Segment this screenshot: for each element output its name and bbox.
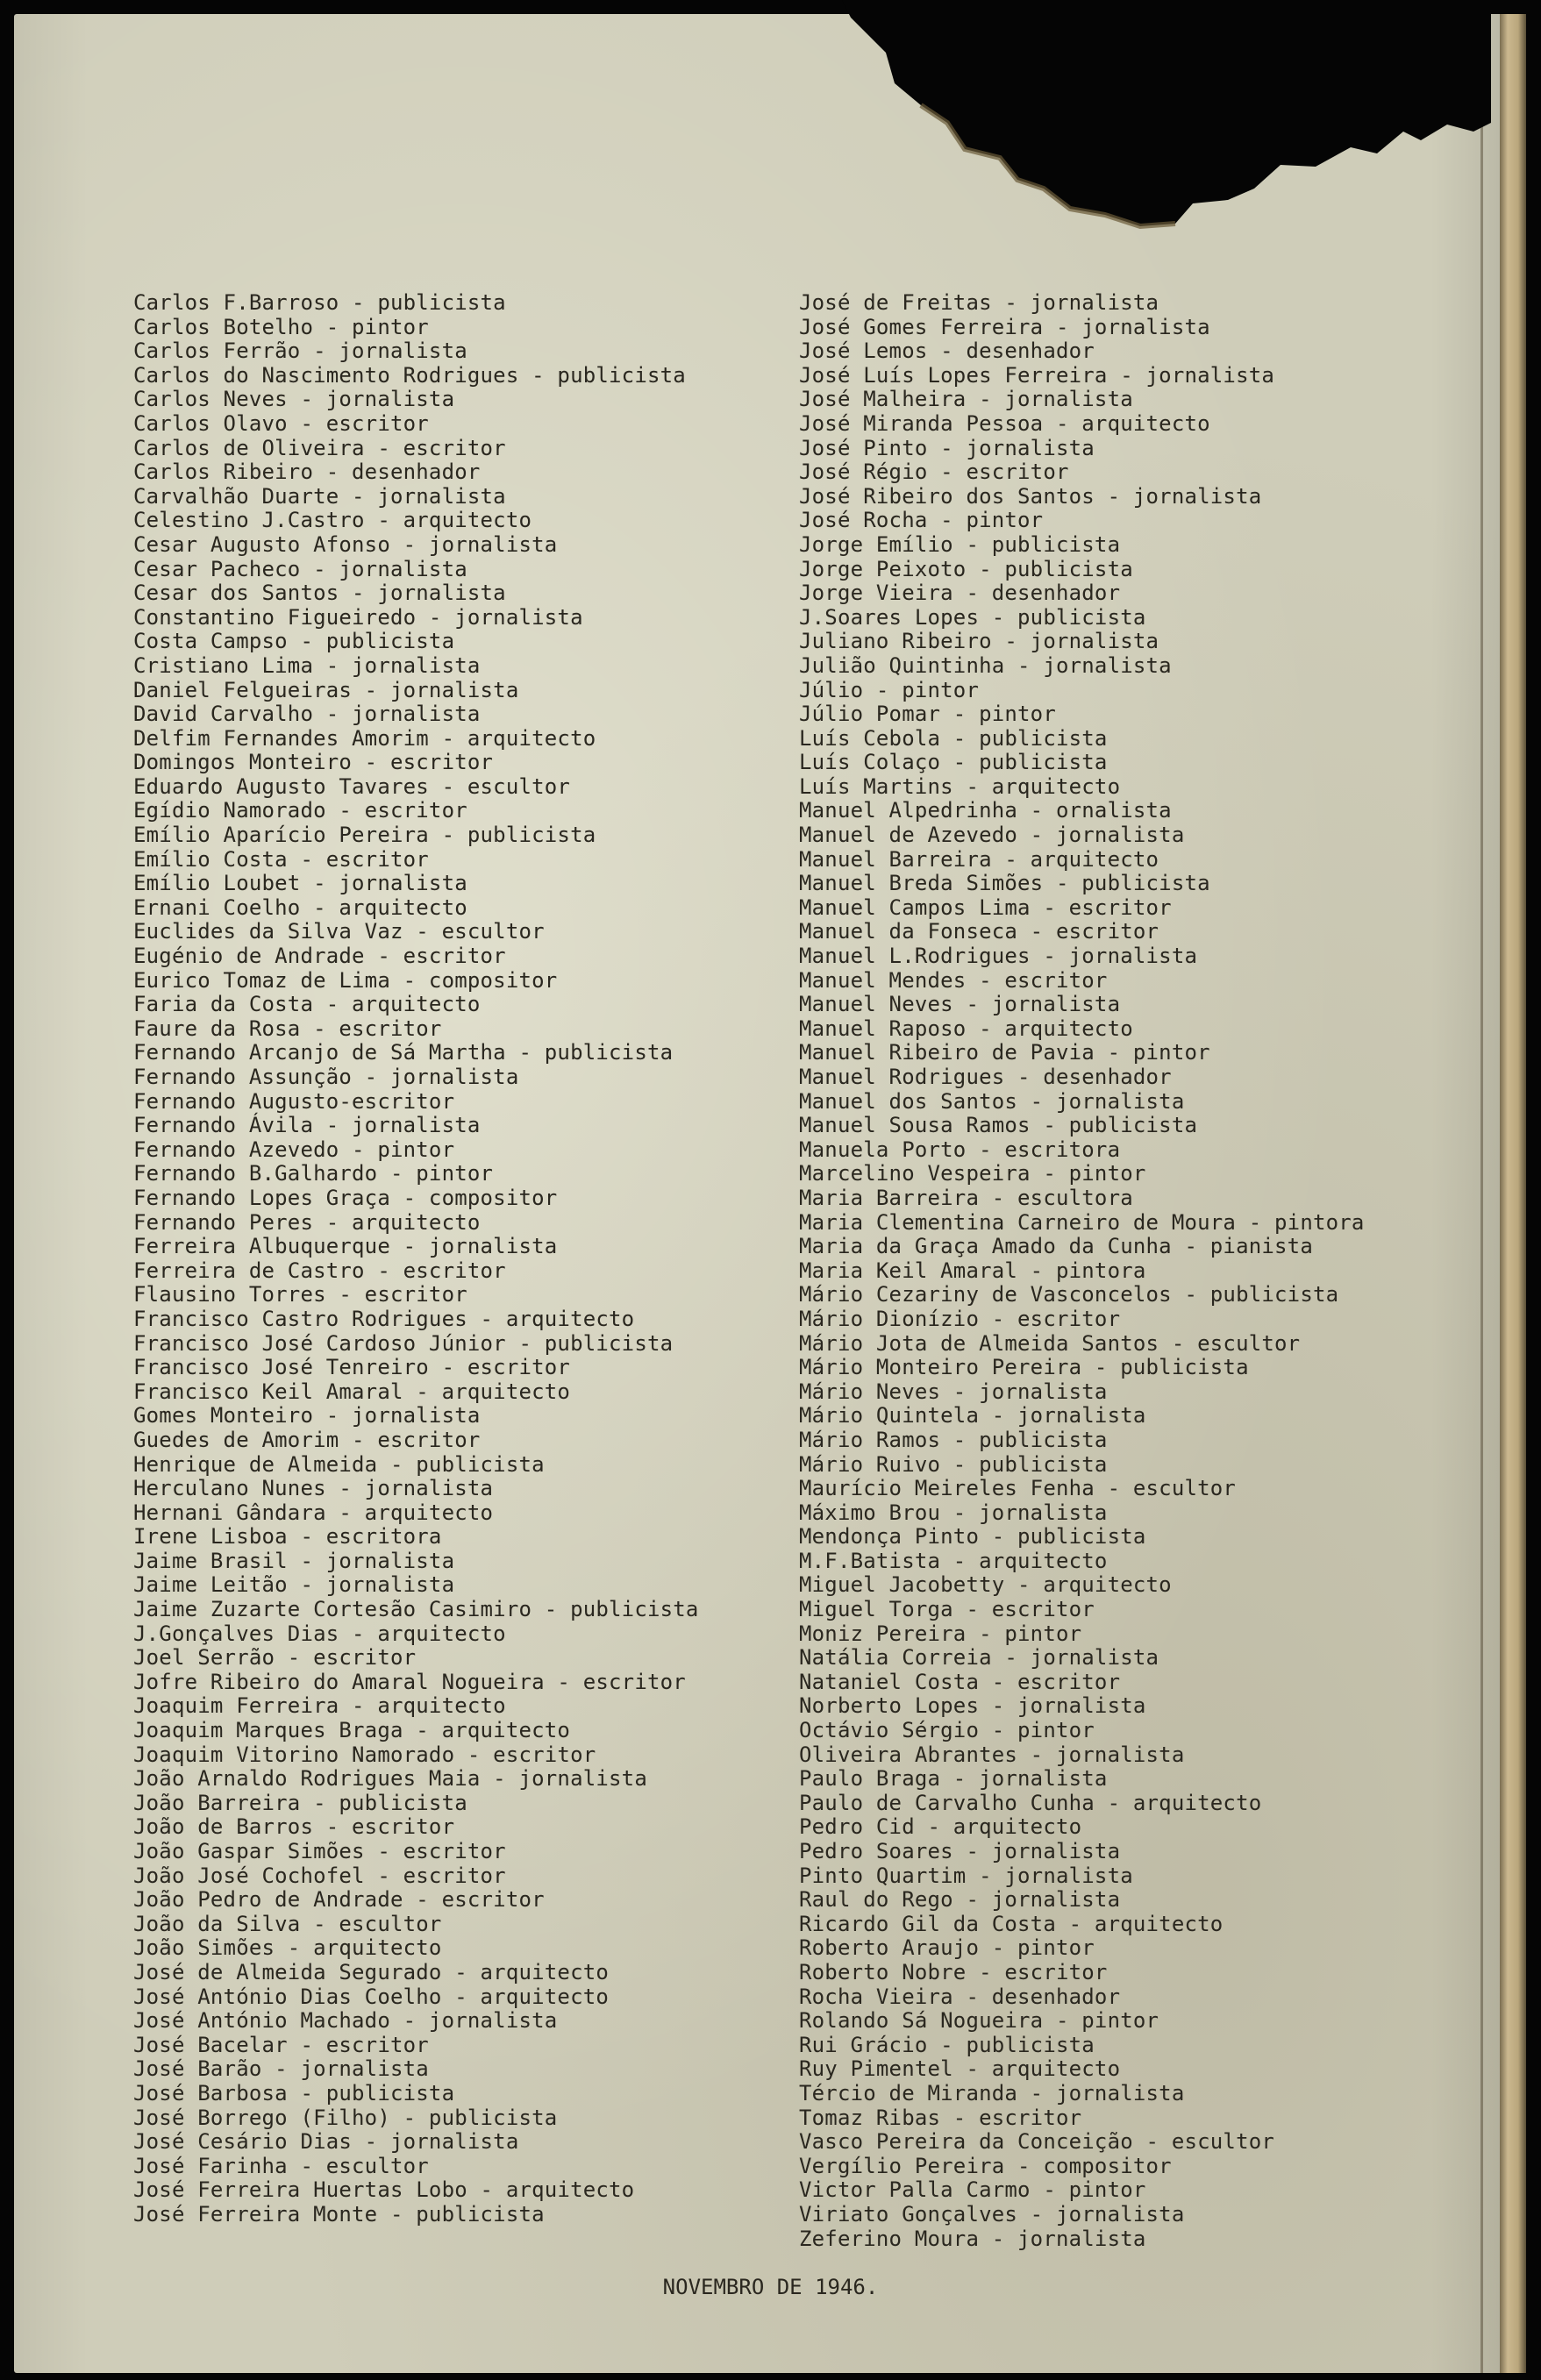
list-item: José Luís Lopes Ferreira - jornalista: [799, 362, 1275, 388]
torn-corner: [842, 0, 1491, 281]
list-item: Francisco José Tenreiro - escritor: [133, 1355, 571, 1380]
list-item: José Gomes Ferreira - jornalista: [799, 314, 1210, 339]
list-item: Francisco José Cardoso Júnior - publicista: [133, 1330, 674, 1356]
list-item: José Lemos - desenhador: [799, 338, 1095, 364]
list-item: José Rocha - pintor: [799, 508, 1044, 533]
list-item: Jaime Zuzarte Cortesão Casimiro - publicista: [133, 1597, 699, 1622]
list-item: Joaquim Vitorino Namorado - escritor: [133, 1742, 596, 1767]
list-item: Jorge Emílio - publicista: [799, 531, 1121, 557]
list-item: José Miranda Pessoa - arquitecto: [799, 410, 1210, 436]
list-item: Tércio de Miranda - jornalista: [799, 2080, 1185, 2106]
list-item: Constantino Figueiredo - jornalista: [133, 604, 583, 630]
list-item: Mário Ramos - publicista: [799, 1427, 1108, 1452]
list-item: Julião Quintinha - jornalista: [799, 652, 1172, 678]
list-item: David Carvalho - jornalista: [133, 702, 481, 727]
list-item: M.F.Batista - arquitecto: [799, 1548, 1108, 1573]
list-item: Carlos Olavo - escritor: [133, 410, 429, 436]
list-item: José António Dias Coelho - arquitecto: [133, 1984, 610, 2009]
list-item: Jaime Brasil - jornalista: [133, 1548, 455, 1573]
list-item: Fernando Azevedo - pintor: [133, 1137, 455, 1162]
list-item: Mário Ruivo - publicista: [799, 1451, 1108, 1477]
list-item: Francisco Castro Rodrigues - arquitecto: [133, 1306, 635, 1331]
list-item: Manuel Ribeiro de Pavia - pintor: [799, 1040, 1210, 1065]
list-item: Ferreira de Castro - escritor: [133, 1258, 506, 1283]
list-item: Rui Grácio - publicista: [799, 2032, 1095, 2057]
list-item: Ricardo Gil da Costa - arquitecto: [799, 1911, 1224, 1936]
list-item: Viriato Gonçalves - jornalista: [799, 2201, 1185, 2227]
names-list-right: [799, 291, 1365, 2251]
list-item: Domingos Monteiro - escritor: [133, 750, 494, 775]
list-item: Luís Colaço - publicista: [799, 750, 1108, 775]
list-item: Paulo de Carvalho Cunha - arquitecto: [799, 1790, 1262, 1815]
list-item: Manuel Rodrigues - desenhador: [799, 1065, 1172, 1089]
list-item: Francisco Keil Amaral - arquitecto: [133, 1379, 571, 1404]
list-item: Maria Clementina Carneiro de Moura - pintora: [799, 1209, 1365, 1235]
list-item: Octávio Sérgio - pintor: [799, 1718, 1095, 1743]
list-item: Guedes de Amorim - escritor: [133, 1427, 481, 1452]
list-item: José Malheira - jornalista: [799, 387, 1133, 412]
folded-edge: [1500, 14, 1526, 2373]
list-item: Daniel Felgueiras - jornalista: [133, 677, 519, 702]
list-item: Manuel Alpedrinha - ornalista: [799, 798, 1172, 823]
list-item: Manuel Campos Lima - escritor: [799, 894, 1172, 920]
list-item: Cristiano Lima - jornalista: [133, 652, 481, 678]
list-item: Manuel de Azevedo - jornalista: [799, 823, 1185, 848]
list-item: Oliveira Abrantes - jornalista: [799, 1742, 1185, 1767]
list-item: Manuel da Fonseca - escritor: [799, 919, 1159, 944]
list-item: José Bacelar - escritor: [133, 2032, 429, 2057]
list-item: Mário Quintela - jornalista: [799, 1403, 1146, 1429]
list-item: João Pedro de Andrade - escritor: [133, 1887, 545, 1913]
list-item: José Ferreira Monte - publicista: [133, 2201, 545, 2227]
list-item: Manuel Raposo - arquitecto: [799, 1015, 1133, 1041]
list-item: Natália Correia - jornalista: [799, 1645, 1159, 1671]
list-item: Henrique de Almeida - publicista: [133, 1451, 545, 1477]
list-item: Eduardo Augusto Tavares - escultor: [133, 773, 571, 799]
list-item: Irene Lisboa - escritora: [133, 1524, 442, 1550]
list-item: Mendonça Pinto - publicista: [799, 1524, 1146, 1550]
list-item: Jorge Vieira - desenhador: [799, 581, 1121, 606]
list-item: João de Barros - escritor: [133, 1814, 455, 1840]
list-item: Miguel Jacobetty - arquitecto: [799, 1572, 1172, 1598]
list-item: João Barreira - publicista: [133, 1790, 467, 1815]
list-item: Manuel Barreira - arquitecto: [799, 846, 1159, 872]
list-item: Fernando Assunção - jornalista: [133, 1065, 519, 1089]
list-item: Ernani Coelho - arquitecto: [133, 894, 467, 920]
list-item: Vergílio Pereira - compositor: [799, 2153, 1172, 2178]
list-item: José Cesário Dias - jornalista: [133, 2129, 519, 2155]
list-item: Faure da Rosa - escritor: [133, 1015, 442, 1041]
list-item: Herculano Nunes - jornalista: [133, 1476, 494, 1501]
list-item: José de Freitas - jornalista: [799, 290, 1159, 315]
list-item: Manuel dos Santos - jornalista: [799, 1088, 1185, 1114]
list-item: Mário Dionízio - escritor: [799, 1306, 1121, 1331]
list-item: José Ferreira Huertas Lobo - arquitecto: [133, 2177, 635, 2203]
list-item: Júlio - pintor: [799, 677, 980, 702]
list-item: Hernani Gândara - arquitecto: [133, 1500, 494, 1525]
list-item: José António Machado - jornalista: [133, 2008, 558, 2034]
list-item: Emílio Costa - escritor: [133, 846, 429, 872]
list-item: Fernando Ávila - jornalista: [133, 1113, 481, 1138]
list-item: João Simões - arquitecto: [133, 1935, 442, 1961]
document-date: NOVEMBRO DE 1946.: [662, 2275, 879, 2299]
list-item: Victor Palla Carmo - pintor: [799, 2177, 1146, 2203]
list-item: Rocha Vieira - desenhador: [799, 1984, 1121, 2009]
list-item: Joel Serrão - escritor: [133, 1645, 417, 1671]
list-item: Euclides da Silva Vaz - escultor: [133, 919, 545, 944]
list-item: Norberto Lopes - jornalista: [799, 1693, 1146, 1719]
list-item: José Borrego (Filho) - publicista: [133, 2105, 558, 2130]
list-item: Carvalhão Duarte - jornalista: [133, 483, 506, 509]
list-item: Carlos Neves - jornalista: [133, 387, 455, 412]
list-item: Carlos Ribeiro - desenhador: [133, 460, 481, 485]
list-item: Flausino Torres - escritor: [133, 1282, 467, 1308]
list-item: Celestino J.Castro - arquitecto: [133, 508, 532, 533]
list-item: Manuela Porto - escritora: [799, 1137, 1121, 1162]
list-item: José de Almeida Segurado - arquitecto: [133, 1959, 610, 1985]
list-item: Manuel L.Rodrigues - jornalista: [799, 944, 1198, 969]
fold-crease: [1480, 14, 1483, 2373]
list-item: Mário Neves - jornalista: [799, 1379, 1108, 1404]
list-item: Luís Cebola - publicista: [799, 725, 1108, 751]
list-item: Maurício Meireles Fenha - escultor: [799, 1476, 1237, 1501]
list-item: José Pinto - jornalista: [799, 435, 1095, 460]
list-item: Jaime Leitão - jornalista: [133, 1572, 455, 1598]
list-item: João da Silva - escultor: [133, 1911, 442, 1936]
list-item: Mário Monteiro Pereira - publicista: [799, 1355, 1249, 1380]
list-item: Raul do Rego - jornalista: [799, 1887, 1121, 1913]
list-item: Emílio Aparício Pereira - publicista: [133, 823, 596, 848]
list-item: Ruy Pimentel - arquitecto: [799, 2056, 1121, 2082]
list-item: Jorge Peixoto - publicista: [799, 556, 1133, 581]
list-item: Gomes Monteiro - jornalista: [133, 1403, 481, 1429]
list-item: Egídio Namorado - escritor: [133, 798, 467, 823]
list-item: Emílio Loubet - jornalista: [133, 871, 467, 896]
list-item: Júlio Pomar - pintor: [799, 702, 1056, 727]
list-item: Manuel Sousa Ramos - publicista: [799, 1113, 1198, 1138]
list-item: Luís Martins - arquitecto: [799, 773, 1121, 799]
list-item: Máximo Brou - jornalista: [799, 1500, 1108, 1525]
names-list-left: [133, 291, 699, 2227]
list-item: Carlos de Oliveira - escritor: [133, 435, 506, 460]
list-item: Fernando Lopes Graça - compositor: [133, 1185, 558, 1210]
list-item: João Arnaldo Rodrigues Maia - jornalista: [133, 1766, 647, 1792]
list-item: Nataniel Costa - escritor: [799, 1669, 1121, 1694]
list-item: Juliano Ribeiro - jornalista: [799, 629, 1159, 654]
list-item: Miguel Torga - escritor: [799, 1597, 1095, 1622]
list-item: Pedro Cid - arquitecto: [799, 1814, 1082, 1840]
list-item: Faria da Costa - arquitecto: [133, 992, 481, 1017]
list-item: Rolando Sá Nogueira - pintor: [799, 2008, 1159, 2034]
list-item: Eugénio de Andrade - escritor: [133, 944, 506, 969]
list-item: J.Soares Lopes - publicista: [799, 604, 1146, 630]
list-item: João José Cochofel - escritor: [133, 1863, 506, 1888]
list-item: Manuel Neves - jornalista: [799, 992, 1121, 1017]
list-item: Joaquim Marques Braga - arquitecto: [133, 1718, 571, 1743]
list-item: Pinto Quartim - jornalista: [799, 1863, 1133, 1888]
list-item: Tomaz Ribas - escritor: [799, 2105, 1082, 2130]
list-item: Maria Barreira - escultora: [799, 1185, 1133, 1210]
list-item: Maria da Graça Amado da Cunha - pianista: [799, 1234, 1313, 1259]
list-item: Delfim Fernandes Amorim - arquitecto: [133, 725, 596, 751]
list-item: Joaquim Ferreira - arquitecto: [133, 1693, 506, 1719]
list-item: Ferreira Albuquerque - jornalista: [133, 1234, 558, 1259]
list-item: Jofre Ribeiro do Amaral Nogueira - escritor: [133, 1669, 686, 1694]
list-item: José Barão - jornalista: [133, 2056, 429, 2082]
list-item: José Barbosa - publicista: [133, 2080, 455, 2106]
list-item: Paulo Braga - jornalista: [799, 1766, 1108, 1792]
list-item: Cesar Pacheco - jornalista: [133, 556, 467, 581]
list-item: Marcelino Vespeira - pintor: [799, 1161, 1146, 1186]
list-item: Mário Cezariny de Vasconcelos - publicista: [799, 1282, 1339, 1308]
list-item: José Régio - escritor: [799, 460, 1069, 485]
list-item: Vasco Pereira da Conceição - escultor: [799, 2129, 1275, 2155]
list-item: Manuel Breda Simões - publicista: [799, 871, 1210, 896]
list-item: Pedro Soares - jornalista: [799, 1839, 1121, 1863]
list-item: Roberto Araujo - pintor: [799, 1935, 1095, 1961]
list-item: Carlos Ferrão - jornalista: [133, 338, 467, 364]
list-item: Fernando B.Galhardo - pintor: [133, 1161, 494, 1186]
list-item: Roberto Nobre - escritor: [799, 1959, 1108, 1985]
list-item: Zeferino Moura - jornalista: [799, 2226, 1146, 2251]
list-item: Carlos F.Barroso - publicista: [133, 290, 506, 315]
list-item: Carlos do Nascimento Rodrigues - publicista: [133, 362, 686, 388]
list-item: Maria Keil Amaral - pintora: [799, 1258, 1146, 1283]
list-item: Costa Campso - publicista: [133, 629, 455, 654]
list-item: Cesar dos Santos - jornalista: [133, 581, 506, 606]
list-item: J.Gonçalves Dias - arquitecto: [133, 1621, 506, 1646]
list-item: Eurico Tomaz de Lima - compositor: [133, 967, 558, 993]
list-item: Manuel Mendes - escritor: [799, 967, 1108, 993]
list-item: Moniz Pereira - pintor: [799, 1621, 1082, 1646]
list-item: José Ribeiro dos Santos - jornalista: [799, 483, 1262, 509]
list-item: Cesar Augusto Afonso - jornalista: [133, 531, 558, 557]
list-item: João Gaspar Simões - escritor: [133, 1839, 506, 1863]
list-item: Mário Jota de Almeida Santos - escultor: [799, 1330, 1301, 1356]
list-item: Fernando Augusto-escritor: [133, 1088, 455, 1114]
list-item: Fernando Peres - arquitecto: [133, 1209, 481, 1235]
list-item: José Farinha - escultor: [133, 2153, 429, 2178]
list-item: Carlos Botelho - pintor: [133, 314, 429, 339]
list-item: Fernando Arcanjo de Sá Martha - publicista: [133, 1040, 674, 1065]
